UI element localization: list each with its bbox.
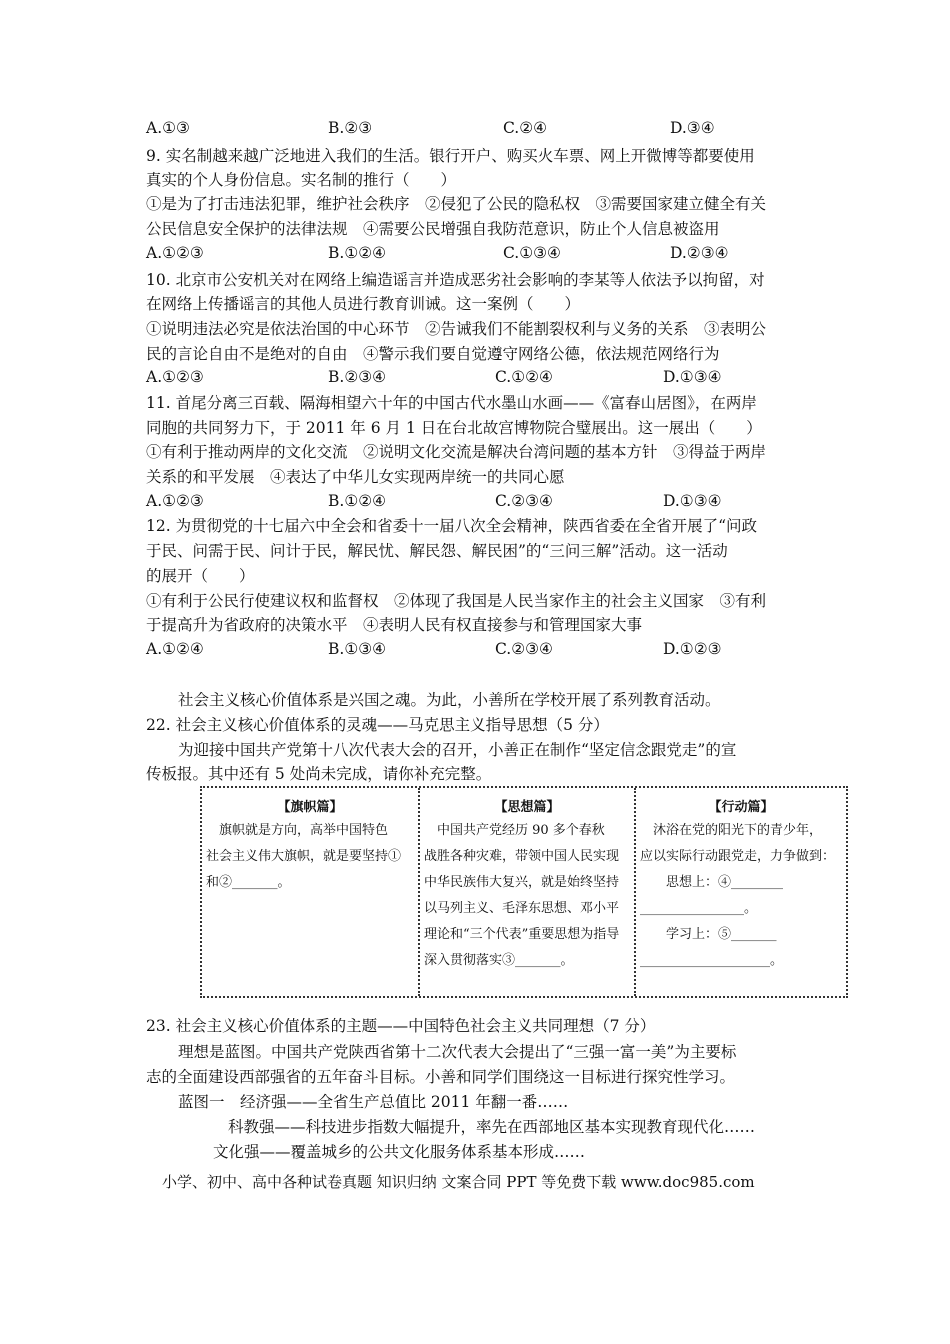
- q12-stem-line-1: 12. 为贯彻党的十七届六中全会和省委十一届八次全会精神，陕西省委在全省开展了“问政: [146, 517, 758, 535]
- q12-statement-line-1: ①有利于公民行使建议权和监督权 ②体现了我国是人民当家作主的社会主义国家 ③有利: [146, 592, 767, 610]
- box-line: 沐浴在党的阳光下的青少年，: [640, 823, 823, 838]
- q23-heading: 23. 社会主义核心价值体系的主题——中国特色社会主义共同理想（7 分）: [146, 1017, 656, 1035]
- blueprint-line-3: 文化强——覆盖城乡的公共文化服务体系基本形成……: [213, 1143, 586, 1161]
- box-thought: [418, 788, 634, 996]
- option-b: B.②③④: [328, 368, 387, 386]
- q22-body-line-1: 为迎接中国共产党第十八次代表大会的召开，小善正在制作“坚定信念跟党走”的宣: [178, 741, 737, 759]
- option-b: B.①②④: [328, 244, 387, 262]
- option-a: A.①②④: [146, 640, 204, 658]
- box-line: 中华民族伟大复兴，就是始终坚持: [424, 875, 620, 890]
- q9-stem-line-1: 9. 实名制越来越广泛地进入我们的生活。银行开户、购买火车票、网上开微博等都要使用: [146, 147, 755, 165]
- blueprint-line-2: 科教强——科技进步指数大幅提升，率先在西部地区基本实现教育现代化……: [228, 1118, 756, 1136]
- option-a: A.①②③: [146, 244, 204, 262]
- box-line-blank-5[interactable]: 学习上：⑤_______: [640, 927, 777, 942]
- q9-statement-line-1: ①是为了打击违法犯罪，维护社会秩序 ②侵犯了公民的隐私权 ③需要国家建立健全有关: [146, 195, 767, 213]
- q12-statement-line-2: 于提高升为省政府的决策水平 ④表明人民有权直接参与和管理国家大事: [146, 616, 643, 634]
- q23-body-line-1: 理想是蓝图。中国共产党陕西省第十二次代表大会提出了“三强一富一美”为主要标: [178, 1043, 737, 1061]
- option-b: B.①②④: [328, 492, 387, 510]
- box-line-blank-4[interactable]: 思想上：④________: [640, 875, 784, 890]
- option-d: D.②③④: [670, 244, 729, 262]
- option-c: C.②④: [503, 119, 548, 137]
- q8-options: [146, 119, 786, 139]
- box-line-blank-2[interactable]: 和②_______。: [206, 875, 291, 890]
- box-line: 以马列主义、毛泽东思想、邓小平: [424, 901, 620, 916]
- box-line: 战胜各种灾难，带领中国人民实现: [424, 849, 620, 864]
- option-a: A.①②③: [146, 368, 204, 386]
- q9-statement-line-2: 公民信息安全保护的法律法规 ④需要公民增强自我防范意识，防止个人信息被盗用: [146, 220, 720, 238]
- box-action: [634, 788, 846, 996]
- option-d: D.①②③: [663, 640, 722, 658]
- option-c: C.②③④: [495, 492, 553, 510]
- option-b: B.①③④: [328, 640, 387, 658]
- option-a: A.①②③: [146, 492, 204, 510]
- option-d: D.①③④: [663, 368, 722, 386]
- box-line: 应以实际行动跟党走，力争做到：: [640, 849, 836, 864]
- blueprint-line-1: 蓝图一 经济强——全省生产总值比 2011 年翻一番……: [178, 1093, 569, 1111]
- option-b: B.②③: [328, 119, 373, 137]
- q11-statement-line-1: ①有利于推动两岸的文化交流 ②说明文化交流是解决台湾问题的基本方针 ③得益于两岸: [146, 443, 767, 461]
- q11-statement-line-2: 关系的和平发展 ④表达了中华儿女实现两岸统一的共同心愿: [146, 468, 565, 486]
- q11-options: [146, 492, 786, 512]
- q12-stem-line-2: 于民、问需于民、问计于民，解民忧、解民怨、解民困”的“三问三解”活动。这一活动: [146, 542, 728, 560]
- box-line-blank-3[interactable]: 深入贯彻落实③_______。: [424, 953, 574, 968]
- q10-statement-line-1: ①说明违法必究是依法治国的中心环节 ②告诫我们不能割裂权利与义务的关系 ③表明公: [146, 320, 767, 338]
- q11-stem-line-2: 同胞的共同努力下，于 2011 年 6 月 1 日在台北故宫博物院合璧展出。这一展出（ ）: [146, 419, 762, 437]
- poster-boxes: [200, 786, 848, 998]
- box-line: ____________________。: [640, 953, 784, 968]
- box-line: ________________。: [640, 901, 758, 916]
- q22-body-line-2: 传板报。其中还有 5 处尚未完成，请你补充完整。: [146, 765, 492, 783]
- q10-options: [146, 368, 786, 388]
- q10-stem-line-2: 在网络上传播谣言的其他人员进行教育训诫。这一案例（ ）: [146, 295, 581, 313]
- q12-options: [146, 640, 786, 660]
- q10-statement-line-2: 民的言论自由不是绝对的自由 ④警示我们要自觉遵守网络公德，依法规范网络行为: [146, 345, 720, 363]
- option-d: D.①③④: [663, 492, 722, 510]
- box-title: 【思想篇】: [494, 800, 560, 815]
- option-a: A.①③: [146, 119, 190, 137]
- q22-heading: 22. 社会主义核心价值体系的灵魂——马克思主义指导思想（5 分）: [146, 716, 609, 734]
- section-intro: 社会主义核心价值体系是兴国之魂。为此，小善所在学校开展了系列教育活动。: [178, 691, 721, 709]
- box-line: 理论和“三个代表”重要思想为指导: [424, 927, 620, 942]
- box-line: 社会主义伟大旗帜，就是要坚持①: [206, 849, 402, 864]
- q11-stem-line-1: 11. 首尾分离三百载、隔海相望六十年的中国古代水墨山水画——《富春山居图》，在两岸: [146, 394, 757, 412]
- option-c: C.②③④: [495, 640, 553, 658]
- q12-stem-line-3: 的展开（ ）: [146, 567, 255, 585]
- option-c: C.①③④: [503, 244, 561, 262]
- box-line: 旗帜就是方向，高举中国特色: [206, 823, 389, 838]
- q9-stem-line-2: 真实的个人身份信息。实名制的推行（ ）: [146, 171, 457, 189]
- option-c: C.①②④: [495, 368, 553, 386]
- q9-options: [146, 244, 786, 264]
- box-title: 【旗帜篇】: [277, 800, 343, 815]
- box-line: 中国共产党经历 90 多个春秋: [424, 823, 605, 838]
- q10-stem-line-1: 10. 北京市公安机关对在网络上编造谣言并造成恶劣社会影响的李某等人依法予以拘留，对: [146, 271, 765, 289]
- box-title: 【行动篇】: [708, 800, 774, 815]
- option-d: D.③④: [670, 119, 715, 137]
- q23-body-line-2: 志的全面建设西部强省的五年奋斗目标。小善和同学们围绕这一目标进行探究性学习。: [146, 1068, 736, 1086]
- footer-download-banner: 小学、初中、高中各种试卷真题 知识归纳 文案合同 PPT 等免费下载 www.doc985.com: [162, 1173, 755, 1191]
- box-banner: [202, 788, 418, 996]
